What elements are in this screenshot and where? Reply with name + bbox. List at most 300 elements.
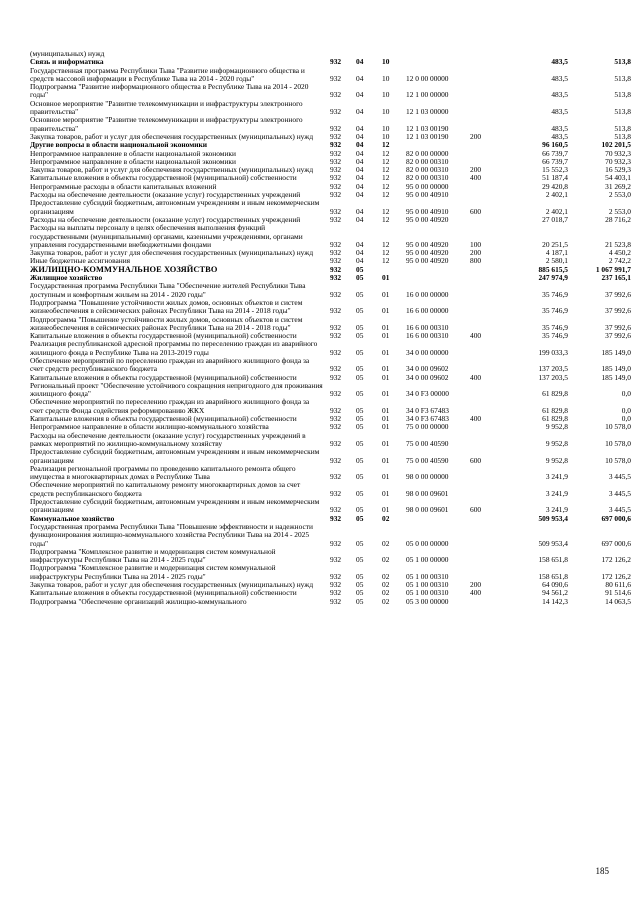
amount-year-1: 137 203,5 — [538, 364, 568, 374]
ministry-code: 932 — [330, 472, 342, 482]
amount-year-2: 172 126,2 — [601, 571, 631, 581]
amount-year-2: 513,8 — [614, 90, 631, 100]
target-article-code — [406, 50, 470, 58]
table-row — [30, 523, 631, 548]
amount-year-1: 158 651,8 — [538, 571, 568, 581]
subsection-code: 01 — [382, 347, 390, 357]
target-article-code: 05 0 00 00000 — [406, 538, 449, 548]
table-row — [30, 282, 631, 299]
section-code: 04 — [356, 206, 364, 216]
amount-year-2: 697 000,6 — [601, 538, 631, 548]
section-code: 04 — [356, 123, 364, 133]
amount-year-1: 509 953,4 — [538, 538, 568, 548]
expense-type-code — [470, 67, 498, 84]
amount-year-2: 54 403,1 — [605, 173, 631, 183]
amount-year-2: 70 932,3 — [605, 156, 631, 166]
ministry-code: 932 — [330, 405, 342, 415]
expense-type-code: 600 — [470, 505, 482, 515]
amount-year-1: 9 952,8 — [545, 438, 568, 448]
target-article-code: 82 0 00 00310 — [406, 173, 449, 183]
subsection-code: 12 — [382, 190, 390, 200]
target-article-code: 34 0 00 09602 — [406, 364, 449, 374]
section-code: 05 — [356, 347, 364, 357]
subsection-code: 12 — [382, 156, 390, 166]
subsection-code: 01 — [382, 488, 390, 498]
expense-type-code — [470, 282, 498, 299]
amount-year-2: 80 611,6 — [605, 580, 631, 589]
item-name: Обеспечение мероприятий по переселению граждан из аварийного жилищного фонда за счет средств республиканского бюджета — [30, 355, 310, 374]
subsection-code: 12 — [382, 256, 390, 266]
target-article-code: 16 6 00 00310 — [406, 322, 449, 332]
item-name: Капитальные вложения в объекты государственной (муниципальной) собственности — [30, 331, 297, 341]
item-name: Подпрограмма "Обеспечение организаций жилищно-коммунального — [30, 596, 247, 606]
item-name: ЖИЛИЩНО-КОММУНАЛЬНОЕ ХОЗЯЙСТВО — [30, 264, 218, 274]
ministry-code: 932 — [330, 239, 342, 249]
subsection-code: 01 — [382, 273, 390, 283]
amount-year-2: 21 523,8 — [605, 239, 631, 249]
item-name: Обеспечение мероприятий по капитальному ремонту многоквартирных домов за счет средств республиканского бюджета — [30, 480, 301, 498]
table-row — [30, 548, 631, 565]
amount-year-1: 61 829,8 — [542, 414, 568, 424]
amount-year-1: 61 829,8 — [542, 405, 568, 415]
item-name: Государственная программа Республики Тыва "Повышение эффективности и надежности функционирования жилищно-коммунального хозяйства Республики Тыва на 2014 - 2025 годы" — [30, 521, 313, 548]
section-code: 05 — [356, 588, 364, 598]
table-row — [30, 299, 631, 316]
target-article-code: 34 0 F3 00000 — [406, 389, 449, 399]
target-article-code: 34 0 F3 67483 — [406, 405, 449, 415]
amount-year-1: 483,5 — [551, 131, 568, 141]
expense-type-code — [470, 266, 498, 274]
amount-year-2: 513,8 — [614, 57, 631, 67]
target-article-code — [406, 274, 470, 282]
amount-year-2: 10 578,0 — [605, 455, 631, 465]
subsection-code: 12 — [382, 239, 390, 249]
subsection-code: 10 — [382, 57, 390, 67]
section-code: 04 — [356, 214, 364, 224]
table-row — [30, 564, 631, 581]
item-name: Закупка товаров, работ и услуг для обеспечения государственных (муниципальных) нужд — [30, 248, 314, 258]
item-name: Капитальные вложения в объекты государственной (муниципальной) собственности — [30, 588, 297, 598]
ministry-code: 932 — [330, 156, 342, 166]
amount-year-2: 4 450,2 — [608, 248, 631, 258]
amount-year-1: 9 952,8 — [545, 455, 568, 465]
amount-year-1: 20 251,5 — [542, 239, 568, 249]
table-row — [30, 448, 631, 465]
target-article-code: 82 0 00 00000 — [406, 148, 449, 158]
amount-year-2: 37 992,6 — [605, 331, 631, 341]
section-code: 05 — [356, 438, 364, 448]
section-code: 05 — [356, 273, 364, 283]
expense-type-code — [470, 523, 498, 548]
subsection-code: 02 — [382, 580, 390, 589]
amount-year-2: 16 529,3 — [605, 165, 631, 175]
item-name: Расходы на обеспечение деятельности (оказание услуг) государственных учреждений — [30, 214, 301, 224]
amount-year-1: 2 402,1 — [545, 190, 568, 200]
ministry-code: 932 — [330, 273, 342, 283]
amount-year-1: 35 746,9 — [542, 289, 568, 299]
expense-type-code — [470, 183, 498, 191]
section-code: 05 — [356, 322, 364, 332]
target-article-code: 05 1 00 00310 — [406, 588, 449, 598]
subsection-code: 12 — [382, 181, 390, 191]
item-name: Непрограммное направление в области национальной экономики — [30, 156, 236, 166]
subsection-code: 01 — [382, 331, 390, 341]
item-name: (муниципальных) нужд — [30, 49, 105, 58]
target-article-code: 05 1 00 00000 — [406, 555, 449, 565]
ministry-code: 932 — [330, 438, 342, 448]
amount-year-2: 1 067 991,7 — [595, 264, 631, 274]
amount-year-2: 0,0 — [621, 389, 631, 399]
target-article-code: 75 0 00 40590 — [406, 455, 449, 465]
section-code: 04 — [356, 173, 364, 183]
amount-year-2: 91 514,6 — [605, 588, 631, 598]
ministry-code: 932 — [330, 140, 342, 150]
table-row — [30, 382, 631, 399]
item-name: Жилищное хозяйство — [30, 273, 103, 283]
amount-year-2: 70 932,3 — [605, 148, 631, 158]
ministry-code: 932 — [330, 322, 342, 332]
amount-year-1: 4 187,1 — [545, 248, 568, 258]
section-code: 05 — [356, 422, 364, 432]
amount-year-1: 9 952,8 — [545, 422, 568, 432]
amount-year-2: 2 553,0 — [608, 190, 631, 200]
expense-type-code — [470, 116, 498, 133]
ministry-code: 932 — [330, 513, 342, 523]
expense-type-code: 800 — [470, 256, 482, 266]
section-code: 04 — [356, 165, 364, 175]
ministry-code: 932 — [330, 372, 342, 382]
item-name: Государственная программа Республики Тыва "Развитие информационного общества и средств массовой информации в Республике Тыва на 2014 - 2020 годы" — [30, 65, 305, 83]
section-code: 04 — [356, 140, 364, 150]
section-code: 05 — [356, 472, 364, 482]
item-name: Закупка товаров, работ и услуг для обеспечения государственных (муниципальных) нужд — [30, 131, 314, 141]
amount-year-2: 3 445,5 — [608, 505, 631, 515]
target-article-code: 12 1 03 00190 — [406, 131, 449, 141]
section-code: 05 — [356, 555, 364, 565]
amount-year-2: 10 578,0 — [605, 422, 631, 432]
subsection-code: 01 — [382, 389, 390, 399]
section-code: 05 — [356, 306, 364, 316]
subsection-code: 01 — [382, 414, 390, 424]
budget-table — [30, 50, 631, 606]
table-row — [30, 357, 631, 374]
section-code: 05 — [356, 505, 364, 515]
expense-type-code — [470, 423, 498, 431]
subsection-code: 01 — [382, 364, 390, 374]
target-article-code: 95 0 00 40920 — [406, 239, 449, 249]
ministry-code: 932 — [330, 289, 342, 299]
expense-type-code — [470, 382, 498, 399]
target-article-code — [406, 266, 470, 274]
subsection-code: 01 — [382, 422, 390, 432]
expense-type-code: 200 — [470, 165, 482, 175]
expense-type-code — [470, 58, 498, 66]
item-name: Основное мероприятие "Развитие телекоммуникации и инфраструктуры электронного правительства" — [30, 115, 303, 133]
target-article-code: 95 0 00 00000 — [406, 181, 449, 191]
table-row — [30, 340, 631, 357]
target-article-code: 34 0 F3 67483 — [406, 414, 449, 424]
subsection-code: 12 — [382, 248, 390, 258]
ministry-code: 932 — [330, 596, 342, 606]
subsection-code: 12 — [382, 173, 390, 183]
table-row — [30, 67, 631, 84]
item-name: Предоставление субсидий бюджетным, автономным учреждениям и иным некоммерческим организациям — [30, 447, 320, 465]
section-code: 04 — [356, 190, 364, 200]
amount-year-2: 14 063,5 — [605, 596, 631, 606]
subsection-code: 10 — [382, 123, 390, 133]
amount-year-1: 94 561,2 — [542, 588, 568, 598]
section-code: 04 — [356, 148, 364, 158]
expense-type-code — [470, 100, 498, 117]
expense-type-code — [470, 465, 498, 482]
expense-type-code: 600 — [470, 206, 482, 216]
amount-year-2: 697 000,6 — [601, 513, 631, 523]
item-name: Непрограммное направление в области национальной экономики — [30, 148, 236, 158]
expense-type-code: 100 — [470, 239, 482, 249]
subsection-code: 12 — [382, 148, 390, 158]
amount-year-1: 2 580,1 — [545, 256, 568, 266]
section-code: 05 — [356, 289, 364, 299]
subsection-code: 02 — [382, 538, 390, 548]
item-name: Расходы на обеспечение деятельности (оказание услуг) государственных учреждений в рамках мероприятий по жилищно-коммунальному хозяйству — [30, 430, 306, 448]
target-article-code: 12 1 03 00000 — [406, 107, 449, 117]
item-name: Закупка товаров, работ и услуг для обеспечения государственных (муниципальных) нужд — [30, 165, 314, 175]
target-article-code: 12 1 03 00190 — [406, 123, 449, 133]
amount-year-1: 158 651,8 — [538, 555, 568, 565]
expense-type-code: 200 — [470, 248, 482, 258]
expense-type-code: 400 — [470, 331, 482, 341]
amount-year-2: 0,0 — [621, 414, 631, 424]
ministry-code: 932 — [330, 173, 342, 183]
expense-type-code: 600 — [470, 455, 482, 465]
amount-year-1: 66 739,7 — [542, 148, 568, 158]
subsection-code: 01 — [382, 472, 390, 482]
amount-year-1: 509 953,4 — [538, 513, 568, 523]
amount-year-1: 247 974,9 — [538, 273, 568, 283]
target-article-code: 34 0 00 09602 — [406, 372, 449, 382]
item-name: Реализация региональной программы по проведению капитального ремонта общего имущества в многоквартирных домах в Республике Тыва — [30, 463, 296, 482]
item-name: Государственная программа Республики Тыва "Обеспечение жителей Республики Тыва доступным и комфортным жильем на 2014 - 2020 годы" — [30, 281, 306, 299]
target-article-code: 98 0 00 09601 — [406, 505, 449, 515]
expense-type-code — [470, 216, 498, 224]
subsection-code: 02 — [382, 571, 390, 581]
expense-type-code — [470, 515, 498, 523]
item-name: Предоставление субсидий бюджетным, автономным учреждениям и иным некоммерческим организациям — [30, 497, 320, 515]
expense-type-code: 200 — [470, 131, 482, 141]
ministry-code: 932 — [330, 165, 342, 175]
item-name: Подпрограмма "Комплексное развитие и модернизация систем коммунальной инфраструктуры Республики Тыва на 2014 - 2025 годы" — [30, 563, 276, 581]
ministry-code: 932 — [330, 347, 342, 357]
table-row — [30, 316, 631, 333]
section-code: 05 — [356, 571, 364, 581]
amount-year-1: 61 829,8 — [542, 389, 568, 399]
amount-year-1: 2 402,1 — [545, 206, 568, 216]
item-name: Капитальные вложения в объекты государственной (муниципальной) собственности — [30, 372, 297, 382]
expense-type-code: 400 — [470, 588, 482, 598]
target-article-code: 95 0 00 40910 — [406, 190, 449, 200]
subsection-code: 01 — [382, 372, 390, 382]
target-article-code: 05 1 00 00310 — [406, 580, 449, 589]
section-code: 05 — [356, 372, 364, 382]
ministry-code: 932 — [330, 306, 342, 316]
section-code: 05 — [356, 538, 364, 548]
amount-year-1: 483,5 — [551, 57, 568, 67]
expense-type-code — [470, 481, 498, 498]
amount-year-2: 185 149,0 — [601, 347, 631, 357]
amount-year-2: 3 445,5 — [608, 472, 631, 482]
amount-year-1: 64 090,6 — [542, 580, 568, 589]
ministry-code: 932 — [330, 488, 342, 498]
subsection-code: 02 — [382, 513, 390, 523]
item-name: Непрограммные расходы в области капитальных вложений — [30, 181, 217, 191]
expense-type-code — [470, 316, 498, 333]
ministry-code: 932 — [330, 181, 342, 191]
table-row — [30, 598, 631, 606]
section-code: 04 — [356, 57, 364, 67]
subsection-code: 12 — [382, 214, 390, 224]
amount-year-1: 66 739,7 — [542, 156, 568, 166]
amount-year-1: 35 746,9 — [542, 331, 568, 341]
target-article-code: 95 0 00 40920 — [406, 214, 449, 224]
amount-year-1: 14 142,3 — [542, 596, 568, 606]
section-code: 05 — [356, 264, 364, 274]
ministry-code: 932 — [330, 248, 342, 258]
section-code: 04 — [356, 131, 364, 141]
subsection-code: 02 — [382, 596, 390, 606]
amount-year-2: 28 716,2 — [605, 214, 631, 224]
target-article-code: 34 0 00 00000 — [406, 347, 449, 357]
ministry-code: 932 — [330, 256, 342, 266]
section-code: 04 — [356, 181, 364, 191]
item-name: Обеспечение мероприятий по переселению граждан из аварийного жилищного фонда за счет средств Фонда содействия реформированию ЖКХ — [30, 397, 310, 415]
ministry-code: 932 — [330, 148, 342, 158]
ministry-code: 932 — [330, 505, 342, 515]
expense-type-code — [470, 398, 498, 415]
section-code: 05 — [356, 364, 364, 374]
item-name: Коммунальное хозяйство — [30, 513, 115, 523]
subsection-code: 02 — [382, 555, 390, 565]
target-article-code: 12 0 00 00000 — [406, 73, 449, 83]
subsection-code: 01 — [382, 438, 390, 448]
subsection-code: 10 — [382, 131, 390, 141]
amount-year-1: 3 241,9 — [545, 488, 568, 498]
section-code: 04 — [356, 156, 364, 166]
expense-type-code — [470, 340, 498, 357]
target-article-code: 95 0 00 40920 — [406, 248, 449, 258]
expense-type-code: 400 — [470, 414, 482, 424]
target-article-code — [406, 515, 470, 523]
expense-type-code — [470, 150, 498, 158]
ministry-code: 932 — [330, 389, 342, 399]
amount-year-2: 185 149,0 — [601, 372, 631, 382]
expense-type-code: 200 — [470, 580, 482, 589]
amount-year-1: 137 203,5 — [538, 372, 568, 382]
amount-year-1: 15 552,3 — [542, 165, 568, 175]
subsection-code: 01 — [382, 505, 390, 515]
page-number: 185 — [595, 866, 609, 876]
expense-type-code — [470, 191, 498, 199]
ministry-code: 932 — [330, 422, 342, 432]
expense-type-code: 400 — [470, 173, 482, 183]
expense-type-code: 400 — [470, 372, 482, 382]
ministry-code: 932 — [330, 264, 342, 274]
table-row — [30, 432, 631, 449]
amount-year-2: 513,8 — [614, 123, 631, 133]
section-code: 05 — [356, 331, 364, 341]
amount-year-2: 3 445,5 — [608, 488, 631, 498]
subsection-code: 10 — [382, 107, 390, 117]
target-article-code: 75 0 00 00000 — [406, 422, 449, 432]
subsection-code: 01 — [382, 306, 390, 316]
subsection-code: 12 — [382, 140, 390, 150]
amount-year-2: 513,8 — [614, 107, 631, 117]
section-code: 05 — [356, 580, 364, 589]
section-code: 05 — [356, 513, 364, 523]
ministry-code: 932 — [330, 455, 342, 465]
amount-year-2: 37 992,6 — [605, 289, 631, 299]
ministry-code: 932 — [330, 206, 342, 216]
ministry-code: 932 — [330, 73, 342, 83]
expense-type-code — [470, 141, 498, 149]
ministry-code: 932 — [330, 123, 342, 133]
amount-year-1: 96 160,5 — [542, 140, 568, 150]
item-name: Основное мероприятие "Развитие телекоммуникации и инфраструктуры электронного правительства" — [30, 98, 303, 117]
subsection-code: 01 — [382, 289, 390, 299]
amount-year-1: 483,5 — [551, 90, 568, 100]
section-code: 05 — [356, 596, 364, 606]
subsection-code: 10 — [382, 73, 390, 83]
target-article-code: 16 6 00 00000 — [406, 306, 449, 316]
target-article-code: 12 1 00 00000 — [406, 90, 449, 100]
target-article-code: 95 0 00 40920 — [406, 256, 449, 266]
expense-type-code — [470, 432, 498, 449]
subsection-code: 10 — [382, 90, 390, 100]
amount-year-1: 27 018,7 — [542, 214, 568, 224]
ministry-code: 932 — [330, 588, 342, 598]
amount-year-2: 2 553,0 — [608, 206, 631, 216]
amount-year-2: 37 992,6 — [605, 306, 631, 316]
item-name: Подпрограмма "Повышение устойчивости жилых домов, основных объектов и систем жизнеобеспечения в сейсмических районах Республики Тыва на 2014 - 2018 годы" — [30, 297, 303, 316]
target-article-code: 05 3 00 00000 — [406, 596, 449, 606]
ministry-code: 932 — [330, 364, 342, 374]
item-name: Реализация республиканской адресной программы по переселению граждан из аварийного жилищного фонда в Республике Тыва на 2013-2019 годы — [30, 339, 318, 357]
amount-year-2: 102 201,5 — [601, 140, 631, 150]
amount-year-1: 35 746,9 — [542, 306, 568, 316]
target-article-code — [406, 58, 470, 66]
ministry-code: 932 — [330, 190, 342, 200]
table-row — [30, 100, 631, 117]
amount-year-1: 885 615,5 — [538, 264, 568, 274]
subsection-code: 01 — [382, 455, 390, 465]
item-name: Другие вопросы в области национальной экономики — [30, 140, 208, 150]
budget-rows — [30, 50, 631, 606]
target-article-code: 75 0 00 40590 — [406, 438, 449, 448]
subsection-code: 12 — [382, 165, 390, 175]
table-row — [30, 116, 631, 133]
item-name: Связь и информатика — [30, 57, 104, 67]
section-code: 04 — [356, 256, 364, 266]
amount-year-1: 199 033,3 — [538, 347, 568, 357]
expense-type-code — [470, 598, 498, 606]
amount-year-1: 3 241,9 — [545, 505, 568, 515]
section-code: 04 — [356, 239, 364, 249]
table-row — [30, 398, 631, 415]
section-code: 05 — [356, 414, 364, 424]
ministry-code: 932 — [330, 555, 342, 565]
amount-year-2: 513,8 — [614, 131, 631, 141]
amount-year-1: 35 746,9 — [542, 322, 568, 332]
expense-type-code — [470, 564, 498, 581]
